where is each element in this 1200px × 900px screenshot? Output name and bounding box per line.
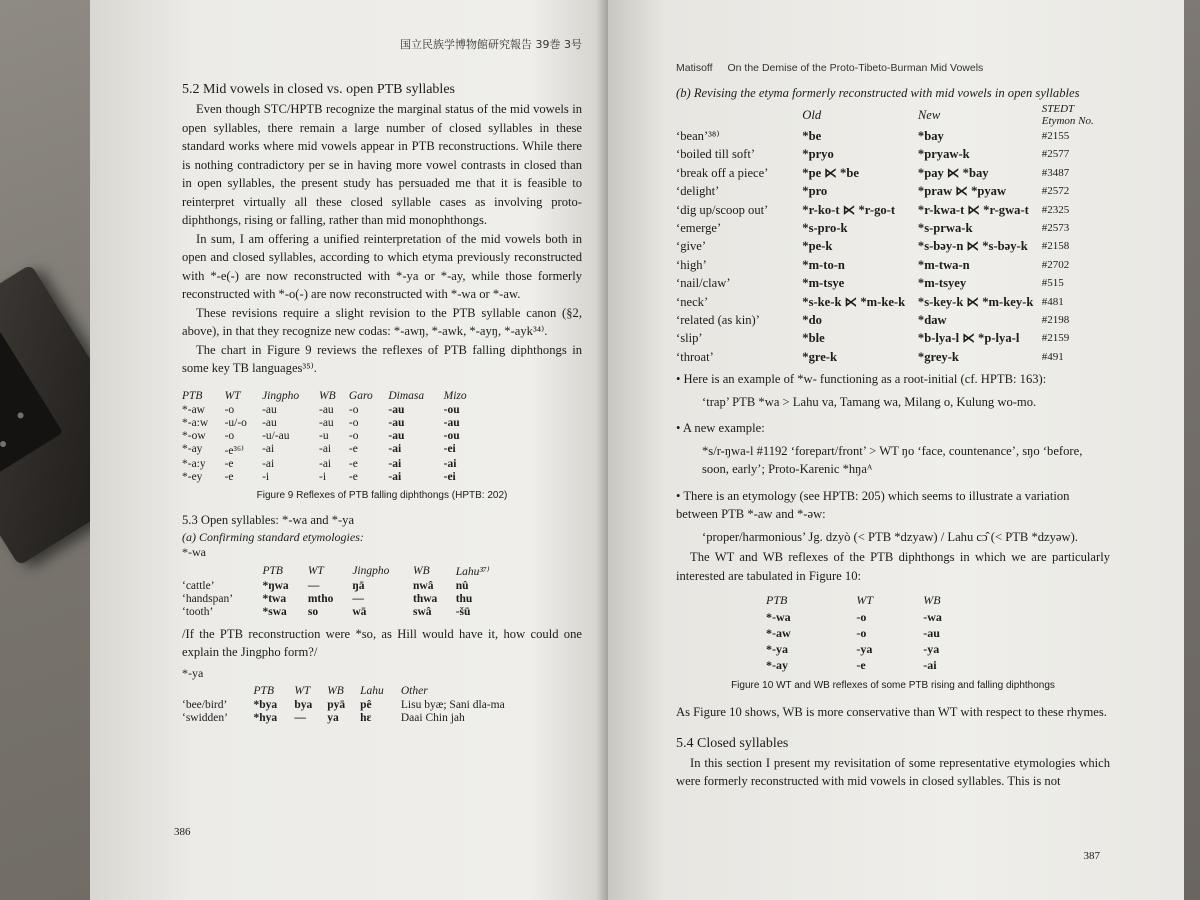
wa-cell: *twa: [262, 592, 287, 605]
bullet-root-initial: • Here is an example of *w- functioning as a root-initial (cf. HPTB: 163):: [676, 372, 1047, 387]
fig9-h4: Garo: [348, 389, 373, 402]
etyma-table: [676, 103, 1110, 366]
fig9-cell: -e: [224, 457, 234, 470]
etyma-number: #2198: [1041, 314, 1070, 327]
wa-h5: Lahu³⁷⁾: [455, 565, 490, 578]
etyma-number: #2155: [1041, 130, 1070, 142]
fig10-cell: -ya: [923, 642, 940, 657]
wa-cell: nwâ: [413, 579, 434, 592]
fig9-cell: -au: [262, 416, 277, 429]
fig9-cell: -ai: [262, 457, 275, 470]
fig10-cell: -e: [856, 658, 866, 673]
fig9-h3: WB: [319, 389, 336, 402]
fig9-cell: -e³⁶⁾: [224, 444, 244, 457]
etyma-old: *pro: [802, 184, 828, 199]
ya-cell: ‘bee/bird’: [182, 698, 228, 711]
wa-cell: wā: [352, 605, 367, 618]
section-5-3-title: 5.3 Open syllables: *-wa and *-ya: [182, 512, 355, 527]
fig9-h5: Dimasa: [388, 389, 425, 402]
fig9-h2: Jingpho: [262, 389, 300, 402]
etyma-new: *s-bəy-n ⋉ *s-bəy-k: [917, 239, 1028, 254]
wa-cell: mtho: [307, 592, 334, 605]
figure-9-caption: Figure 9 Reflexes of PTB falling diphthongs (HPTB: 202): [256, 489, 508, 501]
wa-cell: *swa: [262, 605, 287, 618]
etyma-old: *s-pro-k: [802, 221, 848, 236]
wa-cell: ‘cattle’: [182, 579, 215, 592]
etyma-old: *be: [802, 129, 822, 143]
wa-cell: ‘handspan’: [182, 592, 234, 605]
table-row: [182, 430, 482, 443]
fig9-cell: -au: [319, 416, 334, 429]
wa-h3: Jingpho: [352, 564, 390, 577]
etyma-h0: [676, 103, 802, 127]
fig9-h1: WT: [224, 389, 241, 402]
wa-cell: nû: [455, 579, 469, 592]
ya-cell: Lisu byæ; Sani dla-ma: [400, 698, 505, 711]
wa-cell: thu: [455, 592, 473, 605]
ya-h5: Other: [400, 684, 428, 697]
fig9-cell: -ai: [319, 442, 332, 455]
table-row: [676, 256, 1110, 274]
etyma-new: *r-kwa-t ⋉ *r-gwa-t: [917, 202, 1029, 217]
etyma-gloss: ‘delight’: [676, 184, 720, 199]
table-row: [766, 658, 996, 674]
figure-10-caption: Figure 10 WT and WB reflexes of some PTB rising and falling diphthongs: [731, 680, 1055, 692]
etyma-number: #2702: [1041, 258, 1070, 271]
ya-cell: ‘swidden’: [182, 711, 228, 724]
fig9-cell: -ai: [388, 470, 402, 483]
fig10-cell: *-wa: [766, 610, 791, 625]
table-row: [182, 580, 512, 593]
table-row: [182, 417, 482, 430]
etyma-number: #2573: [1041, 222, 1070, 235]
ya-cell: Daai Chin jah: [400, 711, 465, 724]
figure-10-table: [766, 593, 996, 674]
right-page: [608, 0, 1184, 900]
fig9-cell: *-aw: [182, 403, 205, 416]
table-row: [182, 443, 482, 458]
table-row: [182, 606, 512, 619]
ya-h0: [182, 685, 254, 699]
etyma-number: #2577: [1041, 148, 1070, 161]
etyma-number: #2325: [1041, 203, 1070, 216]
etyma-old: *pryo: [802, 147, 834, 162]
etyma-header-row: [676, 103, 1110, 127]
fig9-cell: *-ey: [182, 470, 203, 483]
fig9-cell: -ai: [262, 442, 275, 455]
fig10-h1: WT: [856, 593, 874, 608]
etyma-gloss: ‘bean’³⁸⁾: [676, 129, 720, 143]
fig10-cell: *-ay: [766, 658, 788, 673]
etyma-old: *r-ko-t ⋉ *r-go-t: [802, 202, 896, 217]
fig10-h0: PTB: [766, 593, 788, 608]
fig10-cell: *-aw: [766, 626, 791, 641]
wa-h0: [182, 564, 262, 580]
section-5-2-paragraph-4: The chart in Figure 9 reviews the reflexes of PTB falling diphthongs in some key TB languages³⁵⁾.: [182, 342, 582, 375]
wa-h4: WB: [413, 564, 430, 577]
etyma-new: *grey-k: [917, 349, 959, 364]
left-page: [90, 0, 608, 900]
section-5-2-paragraph-1: Even though STC/HPTB recognize the marginal status of the mid vowels in open syllables, there remain a large number of closed syllables in these standard works where mid vowels appear in PTB reconstructions. While there is nothing contradictory per se in having more vowel contrasts in closed than in open syllables, the present study has persuaded me that it is feasible to reinterpret virtually all these closed syllable cases as involving proto-diphthongs, rising or falling, rather than mid monophthongs.: [182, 102, 582, 227]
box-face: [0, 331, 63, 480]
bullet-new-example: • A new example:: [676, 421, 765, 436]
wa-cell: swâ: [413, 605, 432, 618]
fig9-h0: PTB: [182, 389, 203, 402]
fig9-cell: -u/-au: [262, 429, 290, 442]
section-5-4-text: In this section I present my revisitation of some representative etymologies which were formerly reconstructed with mid vowels in closed syllables. This is not: [676, 755, 1110, 789]
running-head-author: Matisoff: [676, 62, 713, 74]
etyma-old: *do: [802, 313, 822, 328]
ya-cell: pyā: [327, 698, 346, 711]
ya-cell: hɛ: [360, 711, 372, 724]
bullet-variation: • There is an etymology (see HPTB: 205) which seems to illustrate a variation between PTB *-aw and *-əw:: [676, 488, 1070, 522]
fig9-cell: -au: [388, 416, 405, 429]
table-row: [766, 626, 996, 642]
ya-header-row: [182, 685, 552, 699]
etyma-new: *daw: [917, 313, 947, 328]
etyma-gloss: ‘throat’: [676, 349, 714, 364]
fig10-cell: *-ya: [766, 642, 788, 657]
etyma-number: #2158: [1041, 240, 1070, 253]
fig9-cell: *-ay: [182, 442, 203, 455]
left-page-number: 386: [174, 826, 191, 838]
table-row: [676, 145, 1110, 163]
figure-10-comment: As Figure 10 shows, WB is more conservative than WT with respect to these rhymes.: [676, 705, 1107, 720]
fig9-cell: -e: [224, 470, 234, 483]
wa-cell: —: [307, 579, 320, 592]
section-5-2-paragraph-3: These revisions require a slight revision to the PTB syllable canon (§2, above), in that they recognize new codas: *-awŋ, *-awk, *-ayŋ, *-ayk³⁴⁾.: [182, 305, 582, 338]
ya-h1: PTB: [253, 684, 274, 697]
table-row: [676, 293, 1110, 311]
figure-9-table: [182, 390, 482, 484]
fig9-cell: -ai: [319, 457, 332, 470]
etyma-number: #481: [1041, 295, 1064, 308]
ya-h2: WT: [294, 684, 311, 697]
etyma-gloss: ‘neck’: [676, 294, 709, 309]
example-proper: ‘proper/harmonious’ Jg. dzyò (< PTB *dzyaw) / Lahu cɔ̂ (< PTB *dzyəw).: [702, 529, 1078, 544]
table-row: [676, 201, 1110, 219]
etyma-old: *pe-k: [802, 239, 833, 254]
etyma-new: *m-tsyey: [917, 276, 967, 291]
fig9-cell: -ei: [443, 470, 456, 483]
etyma-number: #3487: [1041, 166, 1070, 179]
table-row: [182, 404, 482, 417]
example-trap: ‘trap’ PTB *wa > Lahu va, Tamang wa, Milang o, Kulung wo-mo.: [702, 394, 1037, 409]
etyma-new: *praw ⋉ *pyaw: [917, 184, 1007, 199]
fig10-cell: -ya: [856, 642, 873, 657]
etyma-new: *pryaw-k: [917, 147, 970, 162]
table-row: [676, 219, 1110, 237]
wa-cell: thwa: [413, 592, 438, 605]
etyma-old: *s-ke-k ⋉ *m-ke-k: [802, 294, 906, 309]
jingpho-question: /If the PTB reconstruction were *so, as Hill would have it, how could one explain the Jingpho form?/: [182, 626, 582, 659]
etyma-gloss: ‘break off a piece’: [676, 165, 769, 180]
fig9-cell: -i: [262, 470, 270, 483]
etyma-new: *b-lya-l ⋉ *p-lya-l: [917, 331, 1020, 346]
etyma-gloss: ‘related (as kin)’: [676, 313, 760, 328]
section-5-4-title: 5.4 Closed syllables: [676, 735, 789, 751]
section-5-3-subtitle: (a) Confirming standard etymologies:: [182, 529, 364, 544]
ya-h3: WB: [327, 684, 344, 697]
fig10-h2: WB: [923, 593, 941, 608]
fig9-h6: Mizo: [443, 389, 467, 402]
etyma-old: *m-tsye: [802, 276, 845, 291]
table-row: [676, 348, 1110, 366]
fig9-cell: *-ow: [182, 429, 206, 442]
fig9-cell: -o: [224, 429, 235, 442]
fig9-cell: -i: [319, 470, 327, 483]
revising-title: (b) Revising the etyma formerly reconstructed with mid vowels in open syllables: [676, 86, 1080, 100]
ya-table: [182, 685, 552, 725]
fig9-cell: -au: [262, 403, 277, 416]
table-row: [766, 642, 996, 658]
etyma-gloss: ‘dig up/scoop out’: [676, 202, 769, 217]
etyma-gloss: ‘boiled till soft’: [676, 147, 756, 162]
section-5-2-paragraph-2: In sum, I am offering a unified reinterpretation of the mid vowels both in open and closed syllables, according to which etyma previously reconstructed with *-e(-) are now reconstructed with *-ya or *-ay, while those formerly reconstructed with *-o(-) are now reconstructed with *-wa or *-aw.: [182, 231, 582, 301]
wa-cell: ‘tooth’: [182, 605, 214, 618]
wa-cell: so: [307, 605, 319, 618]
fig9-cell: -au: [319, 403, 334, 416]
fig10-cell: -o: [856, 626, 867, 641]
etyma-gloss: ‘give’: [676, 239, 707, 254]
example-forepart: *s/r-ŋwa-l #1192 ‘forepart/front’ > WT ŋo ‘face, countenance’, sŋo ‘before, soon, early’; Proto-Karenic *hŋaᴬ: [702, 443, 1083, 477]
etyma-number: #2159: [1041, 332, 1070, 345]
ya-label: *-ya: [182, 665, 204, 680]
table-row: [182, 471, 482, 484]
etyma-new: *pay ⋉ *bay: [917, 165, 989, 180]
fig9-cell: -u/-o: [224, 416, 247, 429]
fig9-cell: -o: [348, 403, 359, 416]
etyma-h2: New: [917, 107, 941, 122]
figure-10-header-row: [766, 593, 996, 610]
table-row: [182, 712, 552, 725]
fig9-cell: -ou: [443, 403, 460, 416]
fig9-cell: -o: [348, 416, 359, 429]
ya-cell: *hya: [253, 711, 278, 724]
wa-cell: ŋā: [352, 579, 365, 592]
fig10-cell: -wa: [923, 610, 942, 625]
fig9-cell: -au: [388, 429, 405, 442]
etyma-new: *s-key-k ⋉ *m-key-k: [917, 294, 1034, 309]
etyma-old: *m-to-n: [802, 257, 845, 272]
etyma-gloss: ‘nail/claw’: [676, 276, 731, 291]
table-row: [676, 329, 1110, 347]
etyma-number: #515: [1041, 277, 1064, 290]
wa-table: [182, 564, 512, 619]
fig9-cell: -ai: [388, 457, 402, 470]
ya-cell: bya: [294, 698, 313, 711]
table-row: [182, 593, 512, 606]
etyma-new: *bay: [917, 129, 944, 143]
etyma-h3: STEDT Etymon No.: [1041, 103, 1094, 127]
fig9-cell: -e: [348, 470, 358, 483]
etyma-number: #2572: [1041, 185, 1070, 198]
ya-cell: —: [294, 711, 306, 724]
etyma-gloss: ‘slip’: [676, 331, 703, 346]
table-row: [182, 458, 482, 471]
etyma-old: *pe ⋉ *be: [802, 165, 859, 180]
ya-h4: Lahu: [360, 684, 384, 697]
fig9-cell: -o: [348, 429, 359, 442]
table-row: [182, 699, 552, 712]
fig9-cell: -au: [443, 416, 460, 429]
fig9-cell: -u: [319, 429, 329, 442]
wa-h1: PTB: [262, 564, 283, 577]
ya-cell: ya: [327, 711, 339, 724]
etyma-old: *ble: [802, 331, 825, 346]
fig10-cell: -o: [856, 610, 867, 625]
etyma-gloss: ‘high’: [676, 257, 707, 272]
fig9-cell: -ai: [388, 442, 402, 455]
table-row: [766, 610, 996, 626]
wa-h2: WT: [307, 564, 324, 577]
etyma-new: *m-twa-n: [917, 257, 970, 272]
wa-cell: —: [352, 592, 364, 605]
fig9-cell: -au: [388, 403, 405, 416]
table-row: [676, 127, 1110, 145]
fig9-cell: -ou: [443, 429, 460, 442]
etyma-number: #491: [1041, 350, 1064, 363]
wa-cell: *ŋwa: [262, 579, 289, 592]
running-head-title: On the Demise of the Proto-Tibeto-Burman Mid Vowels: [727, 62, 984, 74]
table-row: [676, 164, 1110, 182]
right-running-head: [676, 62, 1110, 74]
fig9-cell: -e: [348, 457, 358, 470]
etyma-new: *s-prwa-k: [917, 221, 973, 236]
figure-10-intro: The WT and WB reflexes of the PTB diphthongs in which we are particularly interested are tabulated in Figure 10:: [676, 550, 1110, 583]
fig9-cell: -o: [224, 403, 235, 416]
left-running-head: 国立民族学博物館研究報告 39巻 3号: [400, 38, 582, 51]
fig10-cell: -ai: [923, 658, 937, 673]
ya-cell: pê: [360, 698, 372, 711]
right-page-number: 387: [1083, 850, 1100, 862]
fig9-cell: -ai: [443, 457, 457, 470]
etyma-old: *gre-k: [802, 349, 838, 364]
etyma-h1: Old: [802, 107, 822, 122]
ya-cell: *bya: [253, 698, 278, 711]
wa-cell: -šū: [455, 605, 471, 618]
figure-9-header-row: [182, 390, 482, 404]
etyma-gloss: ‘emerge’: [676, 221, 722, 236]
figure-9-body: [182, 404, 482, 484]
table-row: [676, 274, 1110, 292]
table-row: [676, 311, 1110, 329]
fig10-cell: -au: [923, 626, 940, 641]
fig9-cell: *-a:w: [182, 416, 209, 429]
fig9-cell: *-a:y: [182, 457, 206, 470]
fig9-cell: -ei: [443, 442, 456, 455]
table-row: [676, 182, 1110, 200]
fig9-cell: -e: [348, 442, 358, 455]
wa-label: *-wa: [182, 544, 206, 559]
section-5-2-title: 5.2 Mid vowels in closed vs. open PTB syllables: [182, 82, 455, 97]
table-row: [676, 237, 1110, 255]
wa-header-row: [182, 564, 512, 580]
